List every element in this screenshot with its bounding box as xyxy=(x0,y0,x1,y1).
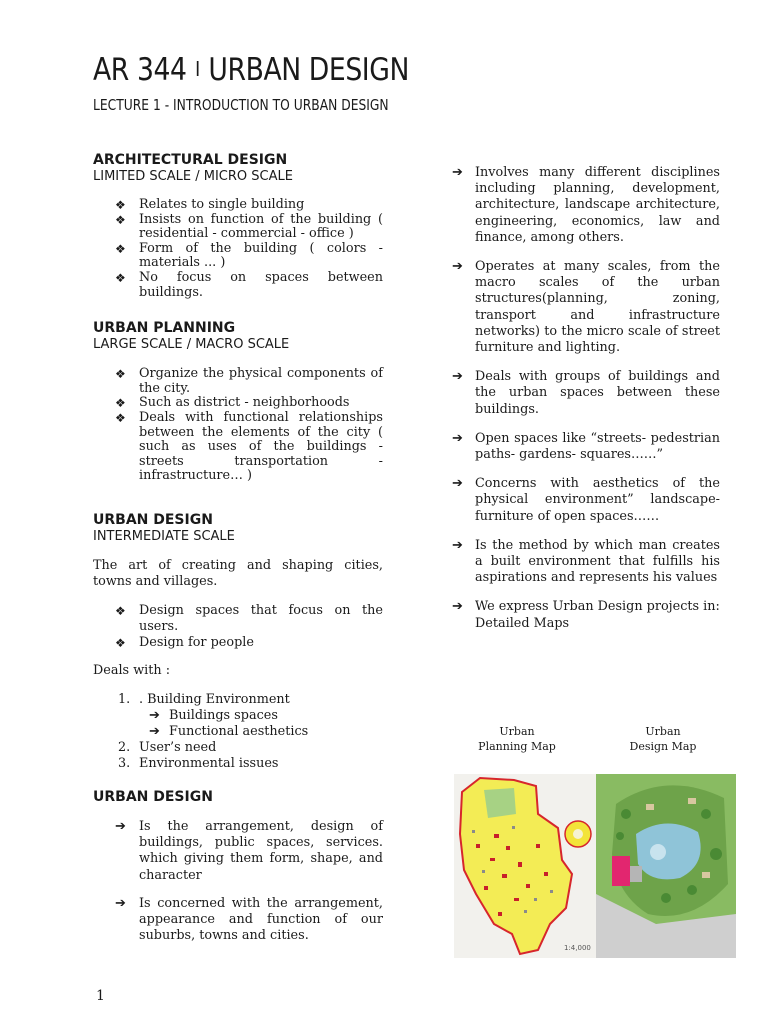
list-item: ➔ Is the method by which man creates a built environment that fulfills his aspirations and represents his values xyxy=(452,537,720,586)
diamond-bullet-icon: ❖ xyxy=(115,367,126,382)
list-item: ➔ Is concerned with the arrangement, appearance and function of our suburbs, towns and cities. xyxy=(115,895,383,944)
architectural-design-heading: ARCHITECTURAL DESIGN xyxy=(93,152,288,168)
list-item: ❖ Such as district - neighborhoods xyxy=(115,395,350,411)
lecture-subtitle: LECTURE 1 - INTRODUCTION TO URBAN DESIGN xyxy=(93,96,389,114)
list-item: ❖ Insists on function of the building ( residential - commercial - office ) xyxy=(115,211,383,242)
design-map-caption: Urban Design Map xyxy=(629,725,697,753)
arrow-bullet-icon: ➔ xyxy=(452,476,463,492)
design-map-image xyxy=(596,774,736,958)
list-item: 1. . Building Environment xyxy=(118,691,290,707)
urban-design-map xyxy=(596,774,736,958)
list-item: ❖ Design for people xyxy=(115,634,254,650)
left-column xyxy=(93,152,383,944)
list-item: ➔ Operates at many scales, from the macro scales of the urban structures(planning, zoning, transport and infrastructure networks) to the micro scale of street furniture and lighting. xyxy=(452,259,720,356)
list-item: ➔ Is the arrangement, design of buildings, public spaces, services. which giving them form, shape, and character xyxy=(115,818,383,883)
list-item: ❖ Design spaces that focus on the users. xyxy=(115,602,383,634)
right-column xyxy=(452,165,720,632)
list-item: ➔ Buildings spaces xyxy=(149,707,278,723)
urban-planning-map xyxy=(454,774,596,958)
planning-list xyxy=(93,367,383,484)
arrow-bullet-icon: ➔ xyxy=(149,723,160,739)
diamond-bullet-icon: ❖ xyxy=(115,603,126,618)
right-list xyxy=(452,165,720,632)
list-item: ❖ No focus on spaces between buildings. xyxy=(115,269,383,300)
diamond-bullet-icon: ❖ xyxy=(115,270,126,285)
arrow-bullet-icon: ➔ xyxy=(115,895,126,911)
arrow-bullet-icon: ➔ xyxy=(452,430,463,446)
definition-list xyxy=(93,819,383,944)
diamond-bullet-icon: ❖ xyxy=(115,198,126,212)
diamond-bullet-icon: ❖ xyxy=(115,212,126,227)
urban-planning-heading: URBAN PLANNING xyxy=(93,320,236,337)
architectural-list xyxy=(93,198,383,300)
list-item: 3. Environmental issues xyxy=(118,755,279,771)
page-number: 1 xyxy=(96,988,105,1004)
arrow-bullet-icon: ➔ xyxy=(452,369,463,385)
list-item: ❖ Form of the building ( colors - materials ... ) xyxy=(115,240,383,271)
urban-design-heading: URBAN DESIGN xyxy=(93,511,213,528)
list-item: ➔ Involves many different disciplines including planning, development, architecture, landscape architecture, engineering, economics, law and finance, among others. xyxy=(452,165,720,245)
urban-design-intro: The art of creating and shaping cities, towns and villages. xyxy=(93,557,383,589)
arrow-bullet-icon: ➔ xyxy=(115,818,126,834)
course-title: URBAN DESIGN xyxy=(208,52,409,88)
list-item: ➔ We express Urban Design projects in: Detailed Maps xyxy=(452,599,720,631)
list-item: ➔ Deals with groups of buildings and the urban spaces between these buildings. xyxy=(452,369,720,417)
diamond-bullet-icon: ❖ xyxy=(115,635,126,650)
planning-map-image xyxy=(454,774,596,958)
diamond-bullet-icon: ❖ xyxy=(115,410,126,425)
deals-list-rest xyxy=(93,740,383,772)
deals-list xyxy=(93,692,383,708)
arrow-bullet-icon: ➔ xyxy=(452,165,463,180)
deals-with-label: Deals with : xyxy=(93,662,171,678)
list-item: ❖ Relates to single building xyxy=(115,197,305,212)
list-item: ➔ Open spaces like “streets- pedestrian paths- gardens- squares……” xyxy=(452,430,720,463)
list-item: 2. User’s need xyxy=(118,739,217,755)
arrow-bullet-icon: ➔ xyxy=(452,599,463,615)
architectural-scale: LIMITED SCALE / MICRO SCALE xyxy=(93,169,293,184)
intermediate-scale: INTERMEDIATE SCALE xyxy=(93,528,235,544)
urban-design-definition-heading: URBAN DESIGN xyxy=(93,788,213,805)
list-item: ➔ Concerns with aesthetics of the physical environment” landscape- furniture of open spaces…… xyxy=(452,476,720,524)
arrow-bullet-icon: ➔ xyxy=(452,259,463,275)
list-item: ❖ Organize the physical components of the city. xyxy=(115,366,383,396)
list-item: ❖ Deals with functional relationships between the elements of the city ( such as uses of the buildings - streets transportation - infrastructure… ) xyxy=(115,409,383,484)
diamond-bullet-icon: ❖ xyxy=(115,396,126,411)
planning-scale: LARGE SCALE / MACRO SCALE xyxy=(93,337,290,353)
course-code: AR 344 xyxy=(93,52,187,88)
deals-sub-list xyxy=(93,708,383,740)
intermediate-list xyxy=(93,603,383,651)
arrow-bullet-icon: ➔ xyxy=(149,707,160,723)
title-separator: I xyxy=(195,57,200,81)
arrow-bullet-icon: ➔ xyxy=(452,537,463,553)
page-title xyxy=(93,52,409,88)
planning-map-caption: Urban Planning Map xyxy=(478,725,556,753)
diamond-bullet-icon: ❖ xyxy=(115,241,126,256)
map-scale-label: 1:4,000 xyxy=(564,944,591,952)
list-item: ➔ Functional aesthetics xyxy=(149,723,309,739)
